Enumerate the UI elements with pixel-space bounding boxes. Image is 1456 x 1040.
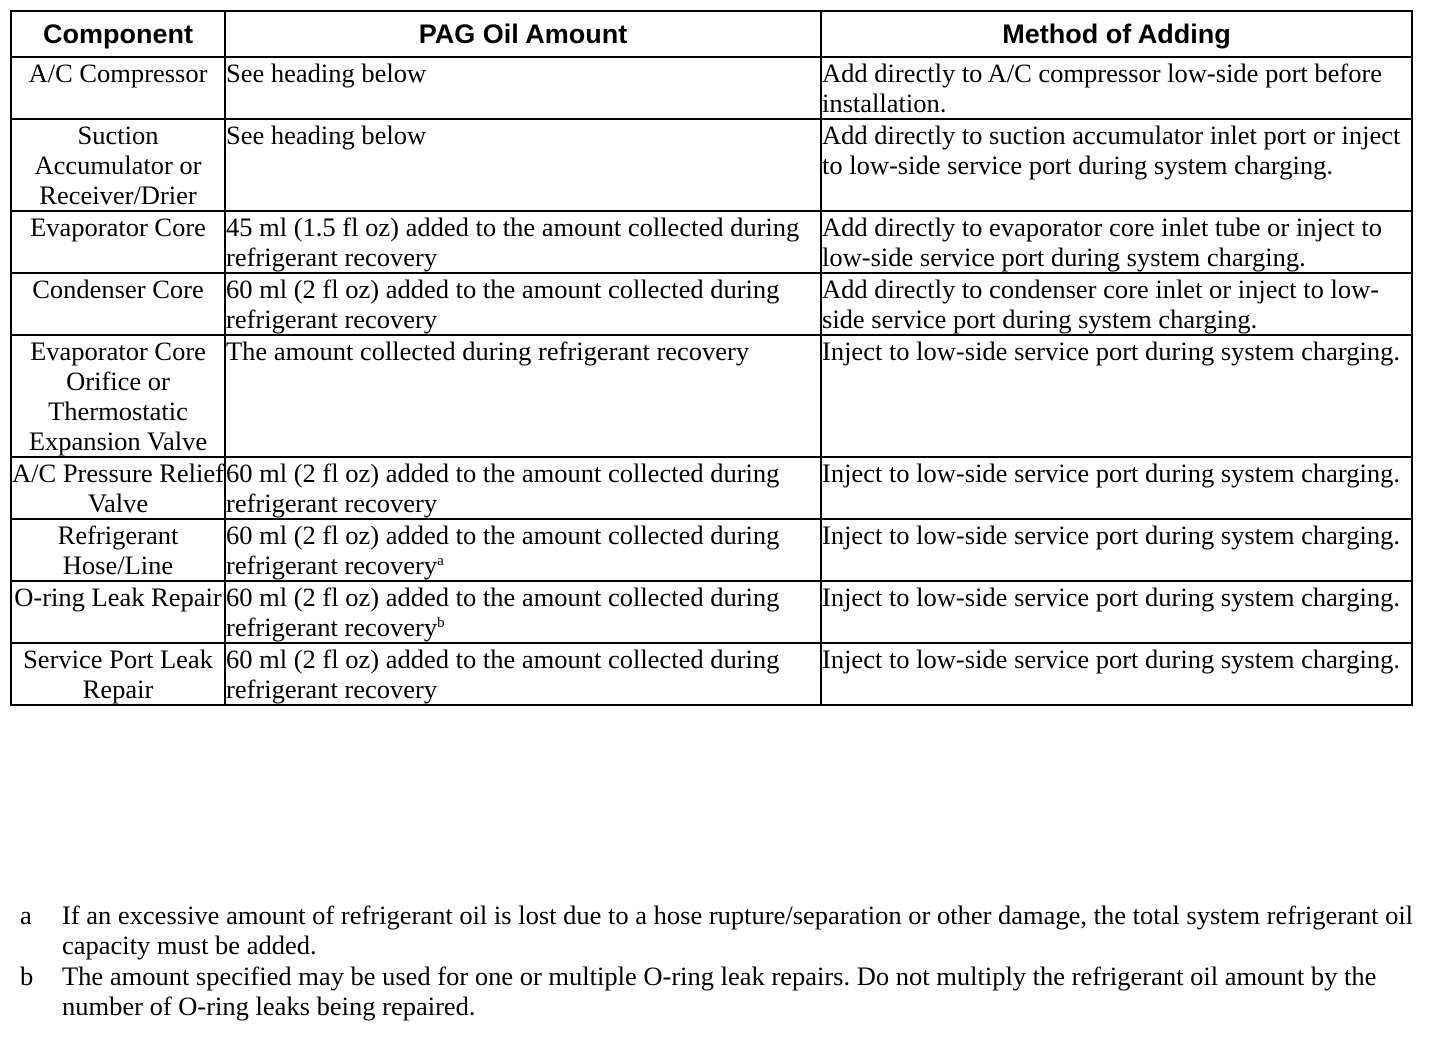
footnote-text: If an excessive amount of refrigerant oil is lost due to a hose rupture/separation or other damage, the total system refrigerant oil capacity must be added. bbox=[62, 900, 1414, 960]
component-cell: Evaporator Core bbox=[11, 211, 225, 273]
component-cell: Refrigerant Hose/Line bbox=[11, 519, 225, 581]
amount-cell bbox=[225, 57, 821, 119]
component-cell: Suction Accumulator or Receiver/Drier bbox=[11, 119, 225, 211]
amount-cell bbox=[225, 457, 821, 519]
footnote-mark: b bbox=[20, 961, 34, 991]
method-cell: Inject to low-side service port during system charging. bbox=[821, 457, 1412, 519]
table-row bbox=[11, 581, 1412, 643]
method-cell: Add directly to suction accumulator inlet port or inject to low-side service port during system charging. bbox=[821, 119, 1412, 211]
footnotes bbox=[20, 900, 1420, 1022]
amount-cell bbox=[225, 581, 821, 643]
footnote-ref-b: b bbox=[437, 615, 445, 631]
method-cell: Inject to low-side service port during system charging. bbox=[821, 643, 1412, 705]
component-cell: Evaporator Core Orifice or Thermostatic Expansion Valve bbox=[11, 335, 225, 457]
table-row bbox=[11, 335, 1412, 457]
amount-text: See heading below bbox=[226, 58, 427, 88]
amount-text: 60 ml (2 fl oz) added to the amount collected during refrigerant recovery bbox=[226, 582, 780, 642]
amount-cell bbox=[225, 211, 821, 273]
component-cell: A/C Pressure Relief Valve bbox=[12, 458, 224, 518]
method-cell: Inject to low-side service port during system charging. bbox=[821, 581, 1412, 643]
component-cell: A/C Compressor bbox=[11, 57, 225, 119]
table-row bbox=[11, 57, 1412, 119]
table-header-row bbox=[11, 11, 1412, 57]
method-cell: Inject to low-side service port during system charging. bbox=[821, 335, 1412, 457]
table-row bbox=[11, 211, 1412, 273]
amount-cell bbox=[225, 643, 821, 705]
table-row bbox=[11, 119, 1412, 211]
amount-text: 60 ml (2 fl oz) added to the amount collected during refrigerant recovery bbox=[226, 274, 780, 334]
method-cell: Add directly to evaporator core inlet tube or inject to low-side service port during system charging. bbox=[821, 211, 1412, 273]
amount-cell bbox=[225, 119, 821, 211]
footnote-mark: a bbox=[20, 900, 32, 930]
amount-text: 45 ml (1.5 fl oz) added to the amount collected during refrigerant recovery bbox=[226, 212, 800, 272]
component-cell: Service Port Leak Repair bbox=[11, 643, 225, 705]
amount-text: 60 ml (2 fl oz) added to the amount collected during refrigerant recovery bbox=[226, 644, 780, 704]
table-row bbox=[11, 273, 1412, 335]
header-method-of-adding: Method of Adding bbox=[821, 11, 1412, 57]
amount-text: See heading below bbox=[226, 120, 427, 150]
table-row bbox=[11, 457, 1412, 519]
footnote-ref-a: a bbox=[437, 553, 444, 569]
amount-text: 60 ml (2 fl oz) added to the amount collected during refrigerant recovery bbox=[226, 458, 780, 518]
method-cell: Inject to low-side service port during system charging. bbox=[821, 519, 1412, 581]
table-row bbox=[11, 519, 1412, 581]
footnote-b bbox=[20, 961, 1420, 1021]
table-row bbox=[11, 643, 1412, 705]
footnote-a bbox=[20, 900, 1420, 960]
amount-cell bbox=[225, 335, 821, 457]
amount-text: 60 ml (2 fl oz) added to the amount collected during refrigerant recovery bbox=[226, 520, 780, 580]
footnote-text: The amount specified may be used for one or multiple O-ring leak repairs. Do not multiply the refrigerant oil amount by the number of O-ring leaks being repaired. bbox=[62, 961, 1377, 1021]
header-component: Component bbox=[11, 11, 225, 57]
amount-cell bbox=[225, 519, 821, 581]
component-cell: O-ring Leak Repair bbox=[11, 581, 225, 643]
method-cell: Add directly to A/C compressor low-side port before installation. bbox=[821, 57, 1412, 119]
header-pag-oil-amount: PAG Oil Amount bbox=[225, 11, 821, 57]
method-cell: Add directly to condenser core inlet or inject to low-side service port during system charging. bbox=[821, 273, 1412, 335]
amount-text: The amount collected during refrigerant recovery bbox=[226, 336, 750, 366]
amount-cell bbox=[225, 273, 821, 335]
component-cell: Condenser Core bbox=[11, 273, 225, 335]
pag-oil-table bbox=[10, 10, 1413, 706]
